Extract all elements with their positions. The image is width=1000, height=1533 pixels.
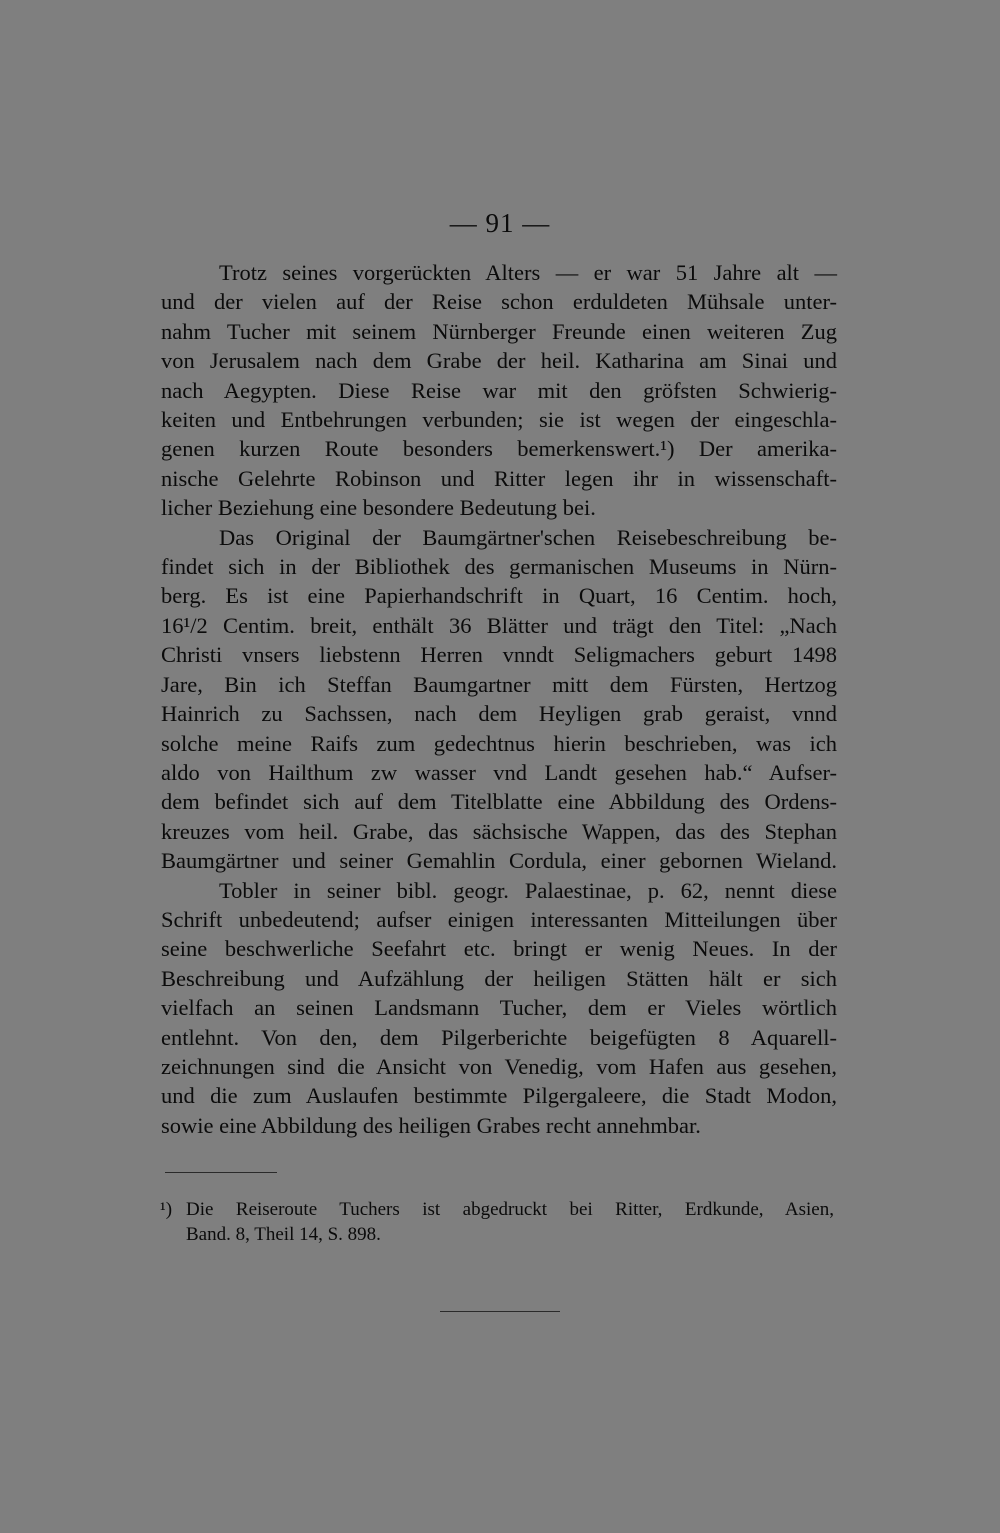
text-line: keiten und Entbehrungen verbunden; sie ist wegen der eingeschla- [161, 407, 837, 433]
text-line: licher Beziehung eine besondere Bedeutung bei. [161, 495, 596, 521]
text-line: 16¹/2 Centim. breit, enthält 36 Blätter und trägt den Titel: „Nach [161, 612, 837, 638]
footnote-line: Band. 8, Theil 14, S. 898. [186, 1224, 381, 1245]
text-line: aldo von Hailthum zw wasser vnd Landt gesehen hab.“ Aufser- [161, 759, 837, 785]
text-line: sowie eine Abbildung des heiligen Grabes recht annehmbar. [161, 1112, 701, 1138]
text-line: Christi vnsers liebstenn Herren vnndt Seligmachers geburt 1498 [161, 642, 837, 668]
text-line: seine beschwerliche Seefahrt etc. bringt er wenig Neues. In der [161, 936, 837, 962]
text-line: und die zum Auslaufen bestimmte Pilgergaleere, die Stadt Modon, [161, 1083, 837, 1109]
text-line: berg. Es ist eine Papierhandschrift in Quart, 16 Centim. hoch, [161, 583, 837, 609]
text-line: Das Original der Baumgärtner'schen Reisebeschreibung be- [219, 524, 837, 550]
footnote-separator [165, 1172, 277, 1173]
text-line: entlehnt. Von den, dem Pilgerberichte beigefügten 8 Aquarell- [161, 1024, 837, 1050]
text-line: genen kurzen Route besonders bemerkenswert.¹) Der amerika- [161, 436, 837, 462]
main-text [161, 258, 837, 1140]
text-line: solche meine Raifs zum gedechtnus hierin beschrieben, was ich [161, 730, 837, 756]
text-line: Jare, Bin ich Steffan Baumgartner mitt dem Fürsten, Hertzog [161, 671, 837, 697]
text-line: zeichnungen sind die Ansicht von Venedig, vom Hafen aus gesehen, [161, 1053, 837, 1079]
paragraph [161, 258, 837, 523]
text-line: nach Aegypten. Diese Reise war mit den gröfsten Schwierig- [161, 377, 837, 403]
text-line: Trotz seines vorgerückten Alters — er war 51 Jahre alt — [219, 260, 837, 285]
text-line: von Jerusalem nach dem Grabe der heil. Katharina am Sinai und [161, 348, 837, 374]
text-line: dem befindet sich auf dem Titelblatte eine Abbildung des Ordens- [161, 789, 837, 815]
text-line: nische Gelehrte Robinson und Ritter legen ihr in wissenschaft- [161, 465, 837, 491]
text-line: findet sich in der Bibliothek des germanischen Museums in Nürn- [161, 554, 837, 580]
end-rule [440, 1311, 560, 1312]
text-line: Baumgärtner und seiner Gemahlin Cordula, einer gebornen Wieland. [161, 848, 837, 874]
text-line: nahm Tucher mit seinem Nürnberger Freunde einen weiteren Zug [161, 318, 837, 344]
text-line: und der vielen auf der Reise schon erduldeten Mühsale unter- [161, 289, 837, 315]
footnote [160, 1197, 834, 1247]
text-line: Tobler in seiner bibl. geogr. Palaestinae, p. 62, nennt diese [219, 877, 837, 903]
paragraph [161, 523, 837, 876]
text-line: Hainrich zu Sachssen, nach dem Heyligen grab geraist, vnnd [161, 701, 837, 727]
page-number: — 91 — [449, 208, 551, 238]
text-line: vielfach an seinen Landsmann Tucher, dem er Vieles wörtlich [161, 995, 837, 1021]
footnote-line: Die Reiseroute Tuchers ist abgedruckt bei Ritter, Erdkunde, Asien, [186, 1199, 834, 1220]
text-line: Beschreibung und Aufzählung der heiligen Stätten hält er sich [161, 965, 837, 991]
footnote-marker: ¹) [160, 1199, 173, 1220]
text-line: kreuzes vom heil. Grabe, das sächsische Wappen, das des Stephan [161, 818, 837, 844]
paragraph [161, 876, 837, 1141]
text-line: Schrift unbedeutend; aufser einigen interessanten Mitteilungen über [161, 906, 837, 932]
